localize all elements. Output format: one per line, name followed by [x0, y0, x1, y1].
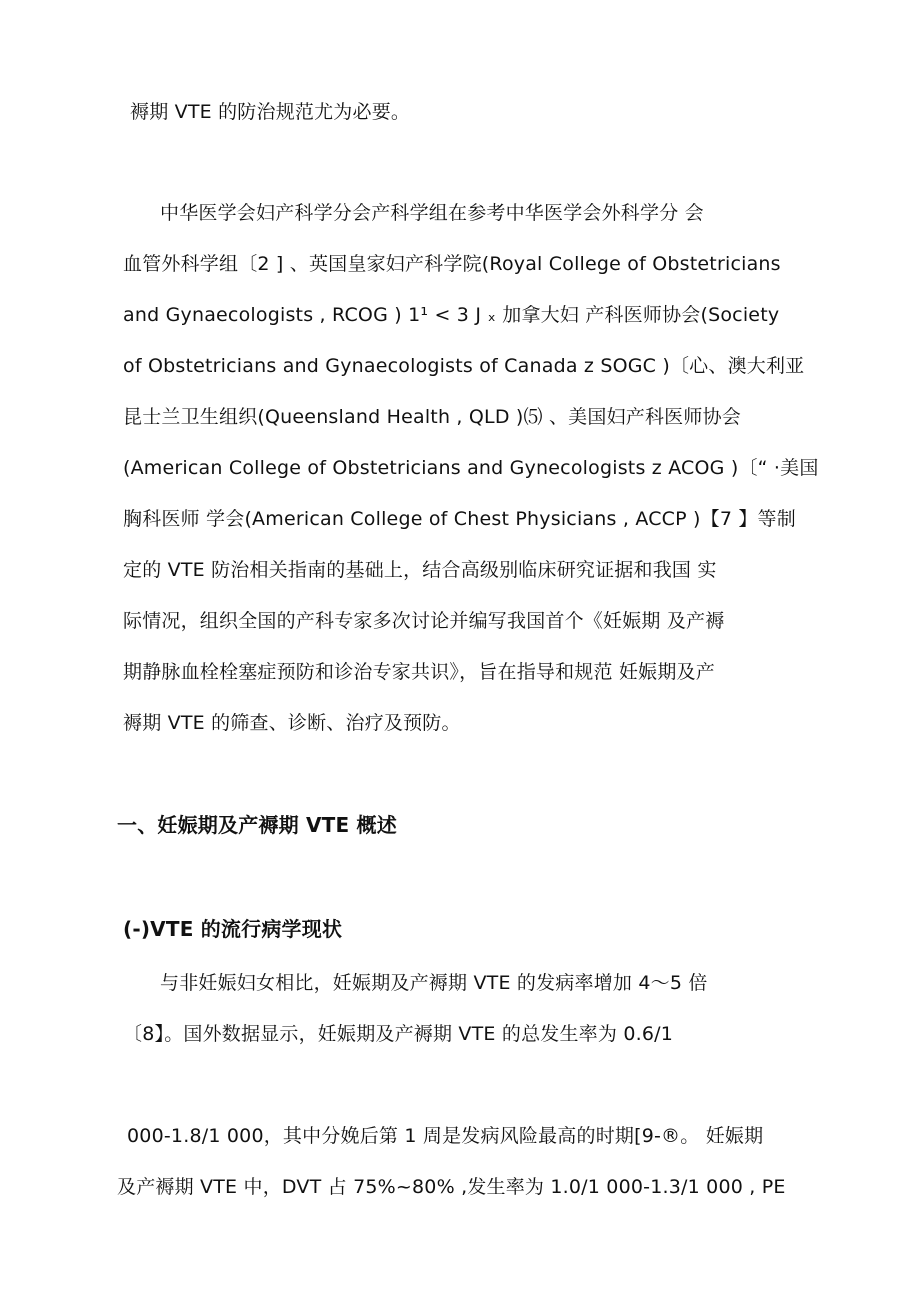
paragraph-1-line-10: 期静脉血栓栓塞症预防和诊治专家共识》，旨在指导和规范 妊娠期及产: [123, 661, 715, 683]
paragraph-1-line-9: 际情况，组织全国的产科专家多次讨论并编写我国首个《妊娠期 及产褥: [123, 610, 725, 632]
paragraph-1-line-11: 褥期 VTE 的筛查、诊断、治疗及预防。: [123, 712, 461, 734]
paragraph-1-line-2: 血管外科学组〔2 ] 、英国皇家妇产科学院(Royal College of Obstetricians: [123, 253, 781, 275]
paragraph-1-line-3: and Gynaecologists , RCOG ) 1¹ < 3 J ₓ 加拿大妇 产科医师协会(Society: [123, 304, 780, 326]
paragraph-3-line-2: 及产褥期 VTE 中，DVT 占 75%~80% ,发生率为 1.0/1 000-1.3/1 000 , PE: [117, 1176, 786, 1198]
paragraph-2-line-2: 〔8】。国外数据显示，妊娠期及产褥期 VTE 的总发生率为 0.6/1: [123, 1023, 674, 1045]
paragraph-1-line-5: 昆士兰卫生组织(Queensland Health , QLD )⑸ 、美国妇产科医师协会: [123, 406, 741, 428]
paragraph-3-line-1: 000-1.8/1 000，其中分娩后第 1 周是发病风险最高的时期[9-®。 妊娠期: [127, 1125, 764, 1147]
paragraph-2-line-1: 与非妊娠妇女相比，妊娠期及产褥期 VTE 的发病率增加 4～5 倍: [160, 972, 708, 994]
paragraph-1-line-7: 胸科医师 学会(American College of Chest Physicians , ACCP )【7 】等制: [123, 508, 796, 530]
subsection-heading: (-)VTE 的流行病学现状: [123, 917, 343, 941]
paragraph-1-line-1: 中华医学会妇产科学分会产科学组在参考中华医学会外科学分 会: [160, 202, 704, 224]
paragraph-1-line-6: (American College of Obstetricians and Gynecologists z ACOG )〔“ ·美国: [123, 457, 819, 479]
paragraph-1-line-8: 定的 VTE 防治相关指南的基础上，结合高级别临床研究证据和我国 实: [123, 559, 717, 581]
intro-line: 褥期 VTE 的防治规范尤为必要。: [130, 101, 411, 123]
paragraph-1-line-4: of Obstetricians and Gynaecologists of Canada z SOGC )〔心、澳大利亚: [123, 355, 805, 377]
section-heading: 一、妊娠期及产褥期 VTE 概述: [117, 813, 397, 837]
